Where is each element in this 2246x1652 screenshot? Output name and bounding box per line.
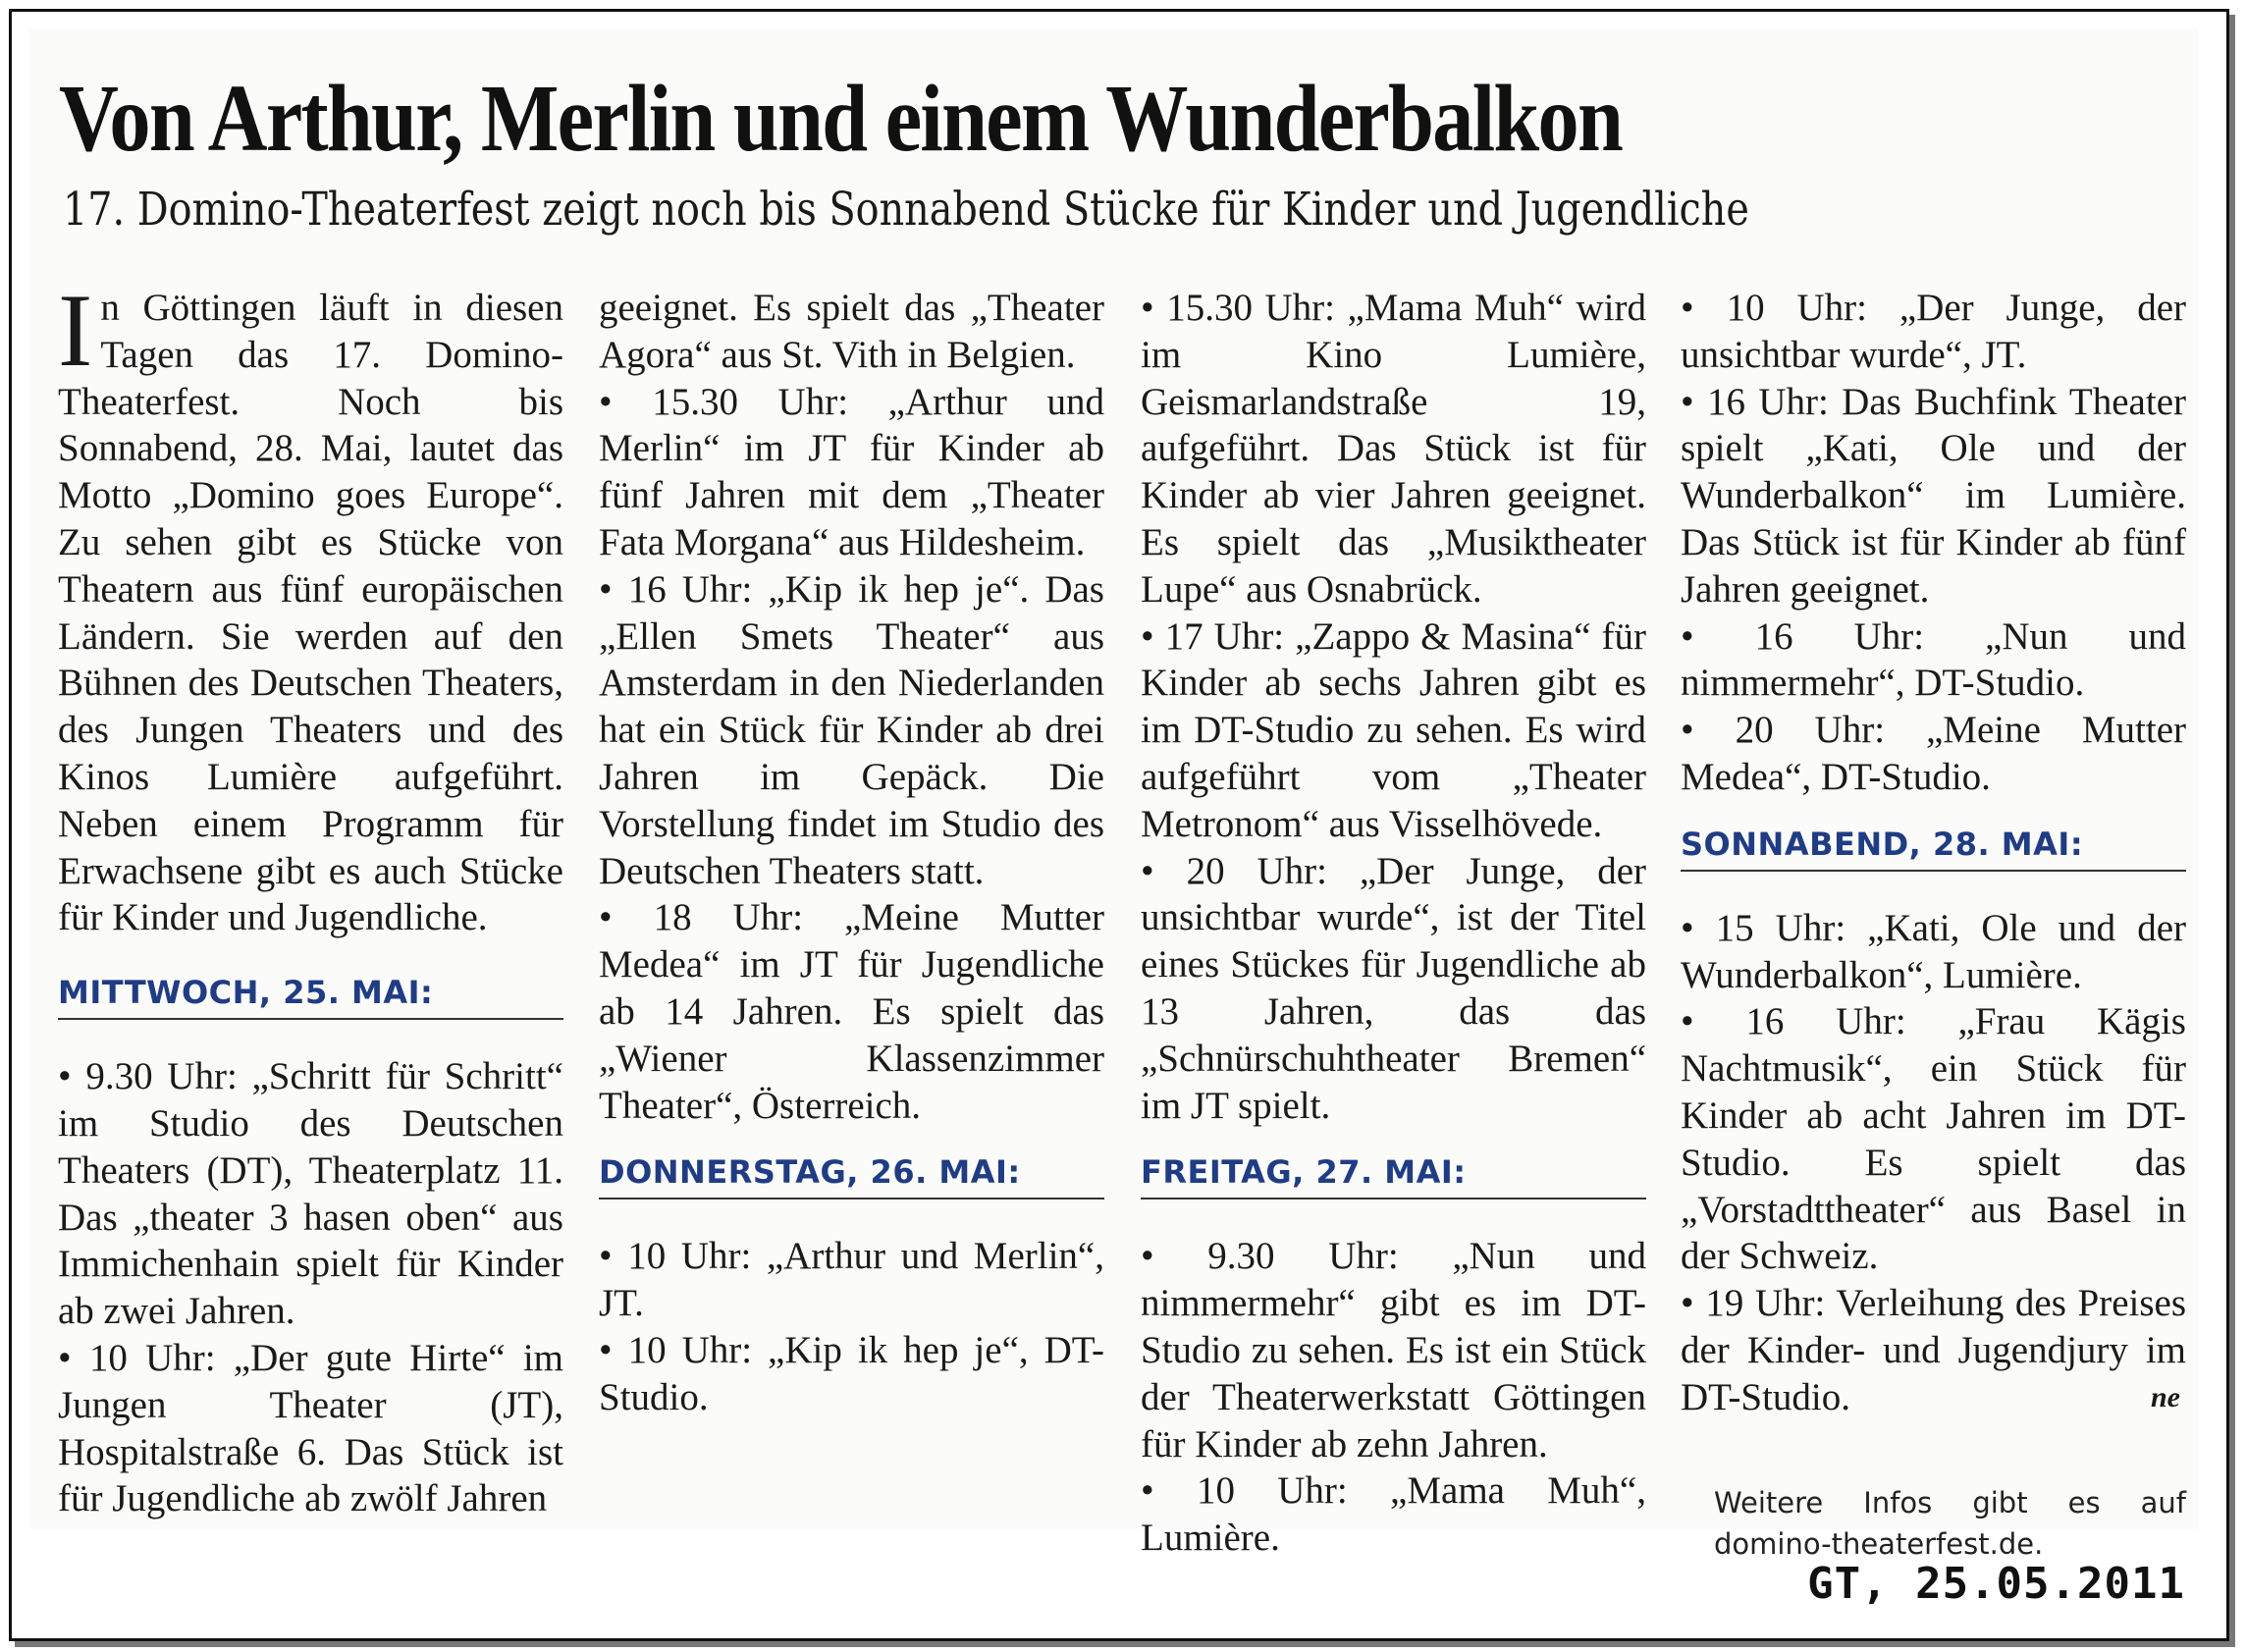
- program-item: • 15.30 Uhr: „Mama Muh“ wird im Kino Lumière, Geismarlandstraße 19, aufgeführt. Das Stück ist für Kinder ab vier Jahren geeignet. Es spielt das „Musiktheater Lupe“ aus Osnabrück.: [1141, 287, 1646, 611]
- source-citation: GT, 25.05.2011: [1807, 1559, 2185, 1609]
- program-item: [1681, 1280, 2186, 1420]
- program-item: • 10 Uhr: „Mama Muh“, Lumière.: [1141, 1469, 1646, 1560]
- program-item: • 18 Uhr: „Meine Mutter Medea“ im JT für Jugendliche ab 14 Jahren. Es spielt das „Wiener Klassenzimmer Theater“, Österreich.: [599, 896, 1104, 1127]
- program-item: • 16 Uhr: „Kip ik hep je“. Das „Ellen Smets Theater“ aus Amsterdam in den Niederlanden hat ein Stück für Kinder ab drei Jahren im Gepäck. Die Vorstellung findet im Studio des Deutschen Theaters statt.: [599, 567, 1104, 892]
- day-heading-thursday: DONNERSTAG, 26. MAI:: [599, 1152, 1104, 1199]
- column-2: [599, 285, 1104, 1421]
- program-item-text: • 19 Uhr: Verleihung des Preises der Kinder- und Jugendjury im DT-Studio.: [1681, 1282, 2186, 1418]
- intro-paragraph: [58, 273, 563, 941]
- program-item: • 17 Uhr: „Zappo & Masina“ für Kinder ab sechs Jahren gibt es im DT-Studio zu sehen. Es wird aufgeführt vom „Theater Metronom“ aus Visselhövede.: [1141, 614, 1646, 845]
- day-heading-wednesday: MITTWOCH, 25. MAI:: [58, 973, 563, 1020]
- program-item: • 10 Uhr: „Der Junge, der unsichtbar wurde“, JT.: [1681, 287, 2186, 376]
- program-item: • 16 Uhr: „Frau Kägis Nachtmusik“, ein Stück für Kinder ab acht Jahren im DT-Studio. Es spielt das „Vorstadttheater“ aus Basel in der Schweiz.: [1681, 1000, 2186, 1278]
- program-item: • 10 Uhr: „Arthur und Merlin“, JT.: [599, 1235, 1104, 1325]
- program-item: • 10 Uhr: „Der gute Hirte“ im Jungen Theater (JT), Hospitalstraße 6. Das Stück ist für Jugendliche ab zwölf Jahren: [58, 1336, 563, 1520]
- day-heading-friday: FREITAG, 27. MAI:: [1141, 1152, 1646, 1199]
- program-item: • 16 Uhr: „Nun und nimmermehr“, DT-Studio.: [1681, 614, 2186, 705]
- headline: Von Arthur, Merlin und einem Wunderbalkon: [59, 66, 1623, 172]
- intro-text: n Göttingen läuft in diesen Tagen das 17. Domino-Theaterfest. Noch bis Sonnabend, 28. Mai, lautet das Motto „Domino goes Europe“. Zu sehen gibt es Stücke von Theatern aus fünf europäischen Ländern. Sie werden auf den Bühnen des Deutschen Theaters, des Jungen Theaters und des Kinos Lumière aufgeführt. Neben einem Programm für Erwachsene gibt es auch Stücke für Kinder und Jugendliche.: [58, 287, 563, 939]
- program-item: • 16 Uhr: Das Buchfink Theater spielt „Kati, Ole und der Wunderbalkon“ im Lumière. Das Stück ist für Kinder ab fünf Jahren geeignet.: [1681, 380, 2186, 611]
- drop-cap: I: [58, 273, 93, 388]
- column-3: [1141, 285, 1646, 1562]
- program-item: • 15.30 Uhr: „Arthur und Merlin“ im JT für Kinder ab fünf Jahren mit dem „Theater Fata Morgana“ aus Hildesheim.: [599, 380, 1104, 563]
- column-4: [1681, 285, 2186, 1565]
- column-1: [58, 273, 563, 1522]
- newspaper-article: [28, 27, 2198, 1561]
- program-item-continued: geeignet. Es spielt das „Theater Agora“ aus St. Vith in Belgien.: [599, 287, 1104, 376]
- subtitle: 17. Domino-Theaterfest zeigt noch bis Sonnabend Stücke für Kinder und Jugendliche: [63, 183, 1749, 237]
- program-item: • 9.30 Uhr: „Nun und nimmermehr“ gibt es im DT-Studio zu sehen. Es ist ein Stück der Theaterwerkstatt Göttingen für Kinder ab zehn Jahren.: [1141, 1235, 1646, 1465]
- program-item: • 20 Uhr: „Der Junge, der unsichtbar wurde“, ist der Titel eines Stückes für Jugendliche ab 13 Jahren, das das „Schnürschuhtheater Bremen“ im JT spielt.: [1141, 849, 1646, 1127]
- author-initials: ne: [2151, 1380, 2180, 1413]
- program-item: • 15 Uhr: „Kati, Ole und der Wunderbalkon“, Lumière.: [1681, 906, 2186, 996]
- program-item: • 10 Uhr: „Kip ik hep je“, DT-Studio.: [599, 1328, 1104, 1418]
- day-heading-saturday: SONNABEND, 28. MAI:: [1681, 825, 2186, 872]
- program-item: • 9.30 Uhr: „Schritt für Schritt“ im Studio des Deutschen Theaters (DT), Theaterplatz 11. Das „theater 3 hasen oben“ aus Immichenhain spielt für Kinder ab zwei Jahren.: [58, 1055, 563, 1333]
- more-info-note: Weitere Infos gibt es auf domino-theaterfest.de.: [1714, 1485, 2186, 1561]
- program-item: • 20 Uhr: „Meine Mutter Medea“, DT-Studio.: [1681, 709, 2186, 798]
